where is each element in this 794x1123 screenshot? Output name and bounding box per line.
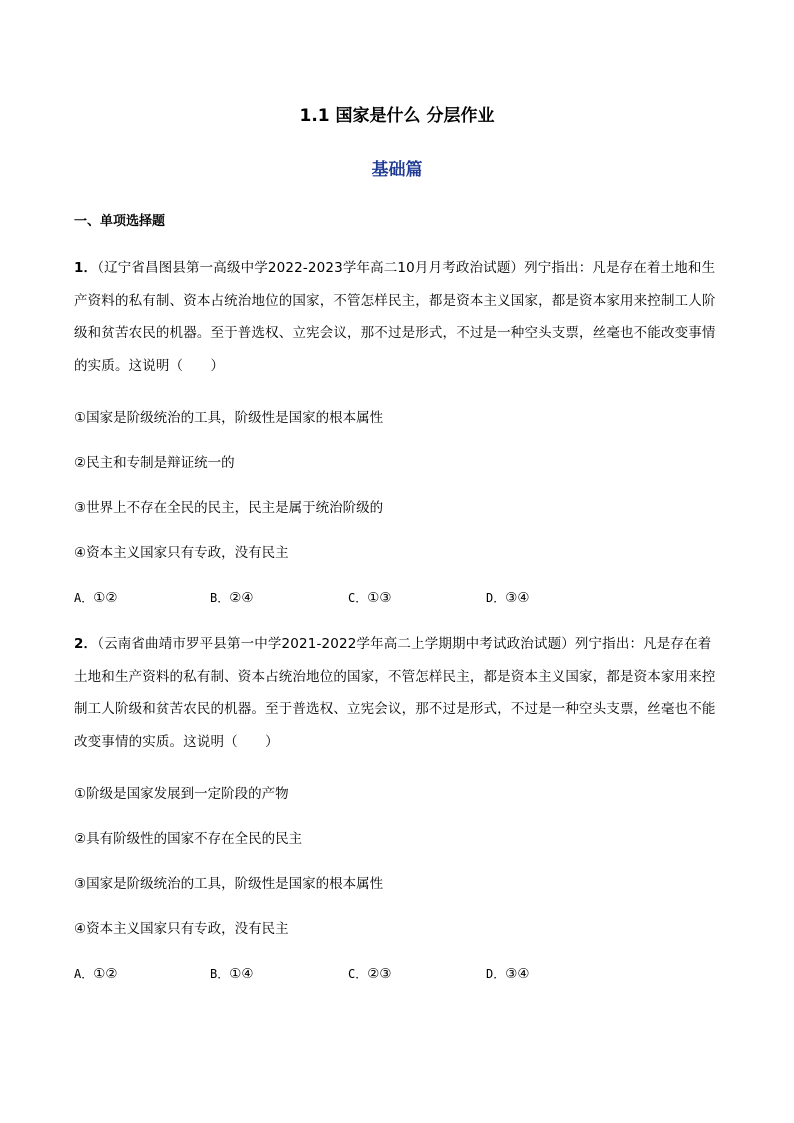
question-2-number: 2． bbox=[74, 636, 98, 652]
question-2-statement-3: ③国家是阶级统治的工具，阶级性是国家的根本属性 bbox=[74, 876, 384, 892]
question-1-choice-a[interactable]: A．①② bbox=[74, 590, 118, 606]
question-2-statement-4: ④资本主义国家只有专政，没有民主 bbox=[74, 921, 289, 937]
question-1 bbox=[74, 252, 722, 382]
question-1-choice-d[interactable]: D．③④ bbox=[486, 590, 530, 606]
question-2-choice-d[interactable]: D．③④ bbox=[486, 966, 530, 982]
question-1-statement-2: ②民主和专制是辩证统一的 bbox=[74, 455, 235, 471]
question-1-statement-3: ③世界上不存在全民的民主，民主是属于统治阶级的 bbox=[74, 500, 384, 516]
question-2-statement-2: ②具有阶级性的国家不存在全民的民主 bbox=[74, 831, 303, 847]
question-2-statement-1: ①阶级是国家发展到一定阶段的产物 bbox=[74, 786, 289, 802]
question-1-choice-c[interactable]: C．①③ bbox=[348, 590, 392, 606]
question-2-stem: （云南省曲靖市罗平县第一中学2021-2022学年高二上学期期中考试政治试题）列宁指出：凡是存在着土地和生产资料的私有制、资本占统治地位的国家，不管怎样民主，都是资本主义国家，都是资本家用来控制工人阶级和贫苦农民的机器。至于普选权、立宪会议，那不过是形式，不过是一种空头支票，丝毫也不能改变事情的实质。这说明（ ） bbox=[74, 636, 716, 750]
question-2-choice-c[interactable]: C．②③ bbox=[348, 966, 392, 982]
question-1-choice-b[interactable]: B．②④ bbox=[210, 590, 254, 606]
page-title: 1.1 国家是什么 分层作业 bbox=[299, 106, 495, 126]
question-1-statement-4: ④资本主义国家只有专政，没有民主 bbox=[74, 545, 289, 561]
page-subtitle: 基础篇 bbox=[371, 160, 423, 180]
question-1-stem: （辽宁省昌图县第一高级中学2022-2023学年高二10月月考政治试题）列宁指出：凡是存在着土地和生产资料的私有制、资本占统治地位的国家，不管怎样民主，都是资本主义国家，都是资本家用来控制工人阶级和贫苦农民的机器。至于普选权、立宪会议，那不过是形式，不过是一种空头支票，丝毫也不能改变事情的实质。这说明（ ） bbox=[74, 260, 716, 374]
question-1-number: 1． bbox=[74, 260, 98, 276]
question-2-choice-b[interactable]: B．①④ bbox=[210, 966, 254, 982]
question-1-statement-1: ①国家是阶级统治的工具，阶级性是国家的根本属性 bbox=[74, 410, 384, 426]
question-2 bbox=[74, 628, 722, 758]
question-2-choice-a[interactable]: A．①② bbox=[74, 966, 118, 982]
section-heading: 一、单项选择题 bbox=[74, 214, 166, 229]
